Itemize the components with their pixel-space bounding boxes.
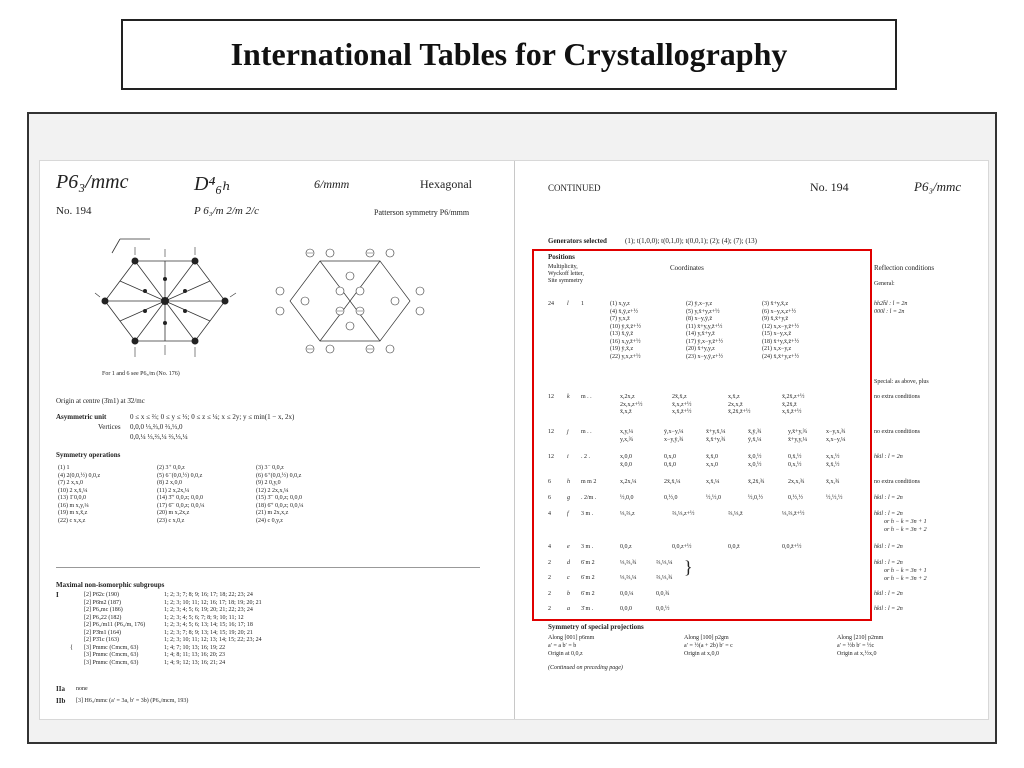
symop: (9) 2 0,y,0 <box>256 480 281 486</box>
coordinate: ⅔,⅓,z+½ <box>672 511 695 517</box>
pos2b-site: 6̄ m 2 <box>581 591 595 597</box>
pos6h-condition: no extra conditions <box>874 479 920 485</box>
coordinate: ȳ,x̄,¼ <box>748 436 762 443</box>
pos12j-mult: 12 <box>548 429 554 435</box>
wyckoff-label: Wyckoff letter, <box>548 271 584 277</box>
symop: (23) c x,0,z <box>157 517 185 524</box>
pos24-letter: l <box>567 301 569 307</box>
generators-label: Generators selected <box>548 237 607 245</box>
pos6h-letter: h <box>567 479 570 485</box>
pos12i-site: . 2 . <box>581 454 590 460</box>
symop: (24) c 0,y,z <box>256 517 283 524</box>
subgroup-name: [3] Pmmc (Cmcm, 63) <box>84 659 139 666</box>
coordinate: x̄+y,y,¼ <box>788 436 808 443</box>
coordinate: x̄,0,0 <box>620 461 632 468</box>
pos12i-mult: 12 <box>548 454 554 460</box>
coordinate: x,x,½ <box>826 454 840 460</box>
pos2a-coord-1: 0,0,0 <box>620 606 632 612</box>
pos2a-coord-2: 0,0,½ <box>656 606 670 612</box>
coordinate: 0,½,½ <box>788 495 803 501</box>
symop: (14) 3̄⁺ 0,0,z; 0,0,0 <box>157 495 203 501</box>
coordinate: (11) x̄+y,y,z̄+½ <box>686 323 723 330</box>
subgroup-name: [3] Pmmc (Cmcm, 63) <box>84 652 139 658</box>
subgroup-ops: 1; 2; 3; 7; 8; 9; 13; 14; 15; 19; 20; 21 <box>164 629 253 636</box>
coordinate: 0,x̄,½ <box>788 454 802 460</box>
coordinate: ⅓,⅔,z <box>620 511 635 517</box>
symop: (2) 3⁺ 0,0,z <box>157 465 185 471</box>
subgroup-name: [2] P6₃/m11 (P6₃/m, 176) <box>84 622 146 628</box>
pos2d-coord-1: ⅓,⅔,¾ <box>620 560 637 566</box>
coordinate: x̄,ȳ,¾ <box>748 429 762 435</box>
coordinate: (3) x̄+y,x̄,z <box>762 301 789 307</box>
coordinate: 0,0,z̄+½ <box>782 544 802 550</box>
coordinate: ½,½,½ <box>826 495 843 501</box>
pos12k-coordinates <box>620 394 834 417</box>
coordinate: 0,0,z̄ <box>728 544 740 550</box>
coordinate: x̄,x,¾ <box>826 479 840 485</box>
pos24-mult: 24 <box>548 301 554 307</box>
reflection-conditions-label: Reflection conditions <box>874 264 935 272</box>
symop: (4) 2(0,0,½) 0,0,z <box>58 472 101 479</box>
pos2b-mult: 2 <box>548 591 551 597</box>
pos12i-letter: i <box>567 454 569 460</box>
pos12j-condition: no extra conditions <box>874 429 920 435</box>
asymmetric-unit-label: Asymmetric unit <box>56 413 107 421</box>
coordinate: x,0,½ <box>748 461 762 468</box>
IIb-text: [3] H6₃/mmc (a′ = 3a, b′ = 3b) (P6₃/mcm, 193) <box>76 698 189 704</box>
symop: (7) 2 x,x,0 <box>58 480 83 486</box>
pos2d-condition-3: or h − k = 3n + 2 <box>884 576 927 582</box>
coordinate: (22) y,x,z+½ <box>610 353 641 360</box>
pos4e-site: 3 m . <box>581 544 594 550</box>
pos4e-condition: hkil : l = 2n <box>874 544 903 550</box>
pos4f-condition-3: or h − k = 3n + 2 <box>884 527 927 533</box>
projection-001-origin: Origin at 0,0,z <box>548 651 583 657</box>
coordinate: x,2x,¼ <box>620 479 637 485</box>
coordinate: x̄,x̄,0 <box>706 454 718 460</box>
pos4f-coordinates <box>620 511 834 519</box>
generators-text: (1); t(1,0,0); t(0,1,0); t(0,0,1); (2); (4); (7); (13) <box>625 237 757 245</box>
symop: (20) m x,2x,z <box>157 510 190 516</box>
IIa-text: none <box>76 686 88 692</box>
pos12i-coordinates <box>620 454 862 469</box>
site-symmetry-label: Site symmetry <box>548 278 583 284</box>
continued-label: CONTINUED <box>548 183 601 193</box>
point-group: 6/mmm <box>314 177 350 191</box>
subgroup-ops: 1; 2; 3; 4; 5; 6; 13; 14; 15; 16; 17; 18 <box>164 622 253 628</box>
symop: (3) 3⁻ 0,0,z <box>256 465 284 471</box>
subgroup-ops: 1; 4; 9; 12; 13; 16; 21; 24 <box>164 659 226 666</box>
image-frame <box>27 112 997 744</box>
pos2d-coord-2: ⅔,⅓,¼ <box>656 560 673 566</box>
projections-title: Symmetry of special projections <box>548 623 644 631</box>
pos2b-coord-1: 0,0,¼ <box>620 591 634 597</box>
pos6g-coordinates <box>620 495 862 503</box>
subgroup-ops: 1; 2; 3; 4; 5; 6; 7; 8; 9; 10; 11; 12 <box>164 614 244 621</box>
symmetry-operations-list <box>58 465 351 525</box>
coordinate: (8) x−y,ȳ,z̄ <box>686 316 713 322</box>
pos4e-mult: 4 <box>548 544 551 550</box>
patterson-symmetry: Patterson symmetry P6/mmm <box>374 208 470 217</box>
pos4f-site: 3 m . <box>581 511 594 517</box>
coordinate: 2x,x,¾ <box>788 479 805 485</box>
section-rule <box>56 567 480 568</box>
subgroup-ops: 1; 4; 7; 10; 13; 16; 19; 22 <box>164 644 226 651</box>
coordinate: ⅓,⅔,z̄+½ <box>782 511 805 517</box>
schoenflies-symbol: D⁴₆ₕ <box>194 173 232 195</box>
pos12j-coordinates <box>620 429 862 444</box>
coordinate: ȳ,x−y,¼ <box>664 429 684 435</box>
coordinate: x̄,x,z̄ <box>620 409 632 415</box>
coordinate: (7) y,x,z̄ <box>610 316 630 322</box>
symop: (10) 2 x,x̄,¼ <box>58 487 88 494</box>
subgroup-name: [2] P6̄2c (190) <box>84 592 119 598</box>
projection-100-axes: a′ = ½(a + 2b) b′ = c <box>684 643 733 649</box>
coordinate: x̄,2x̄,¾ <box>748 479 765 485</box>
maximal-I-label: I <box>56 591 59 599</box>
coordinate: 2x̄,x̄,¼ <box>664 479 681 485</box>
pos2d-letter: d <box>567 560 570 566</box>
pos6g-site: . 2/m . <box>581 495 597 501</box>
coordinate: 2x,x,z̄ <box>728 401 743 408</box>
pos24-coordinates <box>610 301 834 361</box>
coordinate: x,x̄,¼ <box>706 479 720 485</box>
symop: (13) 1̄ 0,0,0 <box>58 495 86 501</box>
brace: } <box>684 557 693 577</box>
coordinate: ½,½,0 <box>706 495 721 501</box>
coordinate: 2x̄,x̄,z <box>672 394 687 400</box>
coordinate: ⅔,⅓,z̄ <box>728 511 743 517</box>
symop: (5) 6⁻(0,0,½) 0,0,z <box>157 472 203 479</box>
coordinate: (9) x̄,x̄+y,z̄ <box>762 316 789 322</box>
pos4e-letter: e <box>567 544 570 550</box>
symop: (16) m x,y,¼ <box>58 502 89 509</box>
coordinate: (13) x̄,ȳ,z̄ <box>610 331 634 337</box>
coordinate: (1) x,y,z <box>610 301 630 307</box>
coordinate: (14) y,x̄+y,z̄ <box>686 331 715 337</box>
symop: (19) m x,x̄,z <box>58 510 88 516</box>
pos12k-site: m . . <box>581 394 592 400</box>
coordinate: ½,0,0 <box>620 495 634 501</box>
coordinate: x̄+y,x̄,¼ <box>706 429 726 435</box>
right-group-number: No. 194 <box>810 180 849 194</box>
general-condition-1: hh2h̄l : l = 2n <box>874 301 908 307</box>
pos2d-mult: 2 <box>548 560 551 566</box>
multiplicity-label: Multiplicity, <box>548 264 578 270</box>
subgroup-ops: 1; 2; 3; 4; 5; 6; 19; 20; 21; 22; 23; 24 <box>164 607 253 613</box>
symmetry-element-diagram <box>90 231 240 366</box>
origin-text: Origin at centre (3̄m1) at 3̄2/mc <box>56 397 145 405</box>
pos2c-letter: c <box>567 575 570 581</box>
projection-210-origin: Origin at x,½x,0 <box>837 651 877 657</box>
pos4f-letter: f <box>567 511 569 517</box>
coordinate: (5) y,x̄+y,z+½ <box>686 308 720 315</box>
pos4e-coordinates <box>620 544 834 552</box>
symmetry-operations-title: Symmetry operations <box>56 451 121 459</box>
subgroup-ops: 1; 2; 3; 10; 11; 12; 13; 14; 15; 22; 23; 24 <box>164 637 262 643</box>
vertices-label: Vertices <box>98 423 121 431</box>
pos6h-coordinates <box>620 479 862 487</box>
pos6h-site: m m 2 <box>581 479 597 485</box>
symop: (6) 6⁺(0,0,½) 0,0,z <box>256 472 302 479</box>
pos2d-site: 6̄ m 2 <box>581 560 595 566</box>
projection-001-axes: a′ = a b′ = b <box>548 643 577 649</box>
coordinate: (15) x−y,x,z̄ <box>762 331 792 337</box>
coordinate: x̄,x̄,½ <box>826 461 840 468</box>
special-label: Special: as above, plus <box>874 379 929 385</box>
coordinates-label: Coordinates <box>670 264 704 272</box>
maximal-subgroups-title: Maximal non-isomorphic subgroups <box>56 581 165 589</box>
full-symbol: P 6₃/m 2/m 2/c <box>194 205 260 217</box>
coordinate: x,y,¼ <box>620 429 634 435</box>
coordinate: (4) x̄,ȳ,z+½ <box>610 308 639 315</box>
coordinate: x̄,2x̄,z̄+½ <box>728 409 751 415</box>
pos6g-mult: 6 <box>548 495 551 501</box>
symop: (18) 6̄⁺ 0,0,z; 0,0,¼ <box>256 502 304 509</box>
coordinate: x,x̄,z̄+½ <box>672 409 692 415</box>
pos4f-mult: 4 <box>548 511 551 517</box>
coordinate: x,0,0 <box>620 454 632 460</box>
coordinate: 0,0,z <box>620 544 632 550</box>
symop: (8) 2 x,0,0 <box>157 480 182 486</box>
coordinate: 0,x̄,0 <box>664 461 676 468</box>
projection-100-origin: Origin at x,0,0 <box>684 651 719 657</box>
coordinate: x,x,0 <box>706 461 718 468</box>
subgroup-ops: 1; 2; 3; 10; 11; 12; 16; 17; 18; 19; 20; 21 <box>164 599 262 606</box>
subgroup-name: [2] P6₃mc (186) <box>84 607 123 613</box>
coordinate: y,x̄+y,¾ <box>788 429 808 435</box>
coordinate: 0,x,0 <box>664 454 676 460</box>
coordinate: x̄,0,½ <box>748 454 762 460</box>
IIb-label: IIb <box>56 697 66 705</box>
subgroup-name: [2] P3̄m1 (164) <box>84 629 121 636</box>
pos12j-site: m . . <box>581 429 592 435</box>
vertices-row-2: 0,0,¼ ⅓,⅔,¼ ⅔,⅓,¼ <box>130 433 188 441</box>
pos2a-mult: 2 <box>548 606 551 612</box>
coordinate: (24) x̄,x̄+y,z+½ <box>762 353 800 360</box>
projection-210-head: Along [210] p2mm <box>837 635 884 641</box>
pos4f-condition-2: or h − k = 3n + 1 <box>884 519 927 525</box>
coordinate: x̄,x̄+y,¾ <box>706 436 726 443</box>
pos2c-coord-1: ⅓,⅔,¼ <box>620 575 637 581</box>
coordinate: (19) ȳ,x̄,z <box>610 346 634 352</box>
coordinate: x,2x,z <box>620 394 635 400</box>
coordinate: y,x,¾ <box>620 436 634 443</box>
vertices-row-1: 0,0,0 ⅓,⅔,0 ⅔,⅓,0 <box>130 423 183 431</box>
asymmetric-unit-text: 0 ≤ x ≤ ⅔; 0 ≤ y ≤ ⅓; 0 ≤ z ≤ ¼; x ≤ 2y; y ≤ min(1 − x, 2x) <box>130 413 295 421</box>
general-condition-2: 000l : l = 2n <box>874 309 905 315</box>
projection-001-head: Along [001] p6mm <box>548 635 595 641</box>
symop: (1) 1 <box>58 465 70 471</box>
coordinate: x,x−y,¼ <box>826 436 846 443</box>
coordinate: x,x̄,z̄+½ <box>782 409 802 415</box>
coordinate: 2x,x,z+½ <box>620 401 643 408</box>
symop: (12) 2 2x,x,¼ <box>256 487 289 494</box>
pos2a-letter: a <box>567 606 570 612</box>
pos4f-condition-1: hkil : l = 2n <box>874 511 903 517</box>
coordinate: (21) x,x−y,z <box>762 346 792 352</box>
coordinate: (6) x−y,x,z+½ <box>762 308 797 315</box>
slide-title: International Tables for Crystallography <box>230 36 788 72</box>
pos12k-letter: k <box>567 394 570 400</box>
coordinate: x−y,ȳ,¾ <box>664 436 684 443</box>
coordinate: 0,0,z+½ <box>672 544 692 550</box>
coordinate: (2) ȳ,x−y,z <box>686 301 713 307</box>
crystal-system: Hexagonal <box>420 177 472 191</box>
coordinate: (12) x,x−y,z̄+½ <box>762 323 800 330</box>
coordinate: (16) x,y,z̄+½ <box>610 338 641 345</box>
pos6h-mult: 6 <box>548 479 551 485</box>
pos6g-letter: g <box>567 495 570 501</box>
general-position-diagram <box>270 231 450 366</box>
pos2a-site: 3̄ m . <box>581 606 594 612</box>
IIa-label: IIa <box>56 685 65 693</box>
pos2b-coord-2: 0,0,¾ <box>656 591 670 597</box>
subgroup-name: [2] P3̄1c (163) <box>84 637 119 643</box>
pos2c-mult: 2 <box>548 575 551 581</box>
subgroup-name: [3] Pmmc (Cmcm, 63) <box>84 644 139 651</box>
coordinate: 0,½,0 <box>664 495 678 501</box>
coordinate: (10) ȳ,x̄,z̄+½ <box>610 323 642 330</box>
subgroup-name: [2] P6₃22 (182) <box>84 614 122 621</box>
pos2d-condition-1: hkil : l = 2n <box>874 560 903 566</box>
general-label: General: <box>874 281 895 287</box>
subgroup-name: [2] P6̄m2 (187) <box>84 599 121 606</box>
pos2a-condition: hkil : l = 2n <box>874 606 903 612</box>
symop: (21) m 2x,x,z <box>256 510 289 516</box>
symop: (15) 3̄⁻ 0,0,z; 0,0,0 <box>256 495 302 501</box>
scanned-pages <box>39 160 989 720</box>
coordinate: 0,x,½ <box>788 461 802 468</box>
pos24-site: 1 <box>581 301 584 307</box>
pos2d-condition-2: or h − k = 3n + 1 <box>884 568 927 574</box>
coordinate: x−y,x,¾ <box>826 429 846 435</box>
pos12k-mult: 12 <box>548 394 554 400</box>
left-space-group-symbol: P6₃/mmc <box>56 171 129 193</box>
coordinate: x̄,2x̄,z+½ <box>782 394 805 400</box>
subgroup-ops: 1; 2; 3; 7; 8; 9; 16; 17; 18; 22; 23; 24 <box>164 592 253 598</box>
subgroup-list: [2] P6̄2c (190) 1; 2; 3; 7; 8; 9; 16; 17; 18; 22; 23; 24 [2] P6̄m2 (187) 1; 2; 3; 10; 11; 12; 16; 17; 18; 19; 20; 21 [2] P6₃mc (186) 1; 2; 3; 4; 5; 6; 19; 20; 21; 22; 23; 24 [2] P6₃22 (182) 1; 2; 3; 4; 5; 6; 7; 8; 9; 10; 11; 12 [2] P6₃/m11 (P6₃/m, 176) 1; 2; 3; 4; 5; 6; 13; 14; 15; 16; 17; 18 [2] P3̄m1 (164) 1; 2; 3; 7; 8; 9; 13; 14; 15; 19; 20; 21 [2] P3̄1c (163) 1; 2; 3; 10; 11; 12; 13; 14; 15; 22; 23; 24 { [3] Pmmc (Cmcm, 63) 1; 4; 7; 10; 13; 16; 19; 22 [3] Pmmc (Cmcm, 63) 1; 4; 8; 11; 13; 16; 20; 23 [3] Pmmc (Cmcm, 63) 1; 4; 9; 12; 13; 16; 21; 24 <box>70 592 384 667</box>
symop: (11) 2 x,2x,¼ <box>157 487 190 494</box>
pos2b-letter: b <box>567 591 570 597</box>
coordinate: x̄,x,z+½ <box>672 401 692 408</box>
page-divider <box>514 161 515 719</box>
coordinate: (18) x̄+y,x̄,z̄+½ <box>762 338 800 345</box>
projection-210-axes: a′ = ½b b′ = ½c <box>837 643 875 649</box>
pos2c-coord-2: ⅔,⅓,¾ <box>656 575 673 581</box>
symop: (17) 6̄⁻ 0,0,z; 0,0,¼ <box>157 502 205 509</box>
continued-note: (Continued on preceding page) <box>548 665 623 671</box>
pos2b-condition: hkil : l = 2n <box>874 591 903 597</box>
symop: (22) c x,x,z <box>58 517 86 524</box>
positions-title: Positions <box>548 253 575 261</box>
diagram-caption: For 1 and 6 see P6₃/m (No. 176) <box>102 371 180 377</box>
pos12j-letter: j <box>567 429 569 435</box>
coordinate: (23) x−y,ȳ,z+½ <box>686 353 724 360</box>
coordinate: (20) x̄+y,y,z <box>686 346 715 352</box>
pos2c-site: 6̄ m 2 <box>581 575 595 581</box>
coordinate: (17) ȳ,x−y,z̄+½ <box>686 338 724 345</box>
pos12k-condition: no extra conditions <box>874 394 920 400</box>
projection-100-head: Along [100] p2gm <box>684 635 729 641</box>
subgroup-ops: 1; 4; 8; 11; 13; 16; 20; 23 <box>164 652 225 658</box>
left-group-number: No. 194 <box>56 205 92 217</box>
coordinate: x,x̄,z <box>728 394 740 400</box>
right-space-group-symbol: P6₃/mmc <box>914 179 962 194</box>
coordinate: x̄,2x̄,z̄ <box>782 401 797 408</box>
pos12i-condition: hkil : l = 2n <box>874 454 903 460</box>
coordinate: ½,0,½ <box>748 495 763 501</box>
pos6g-condition: hkil : l = 2n <box>874 495 903 501</box>
slide-title-box <box>121 19 897 90</box>
